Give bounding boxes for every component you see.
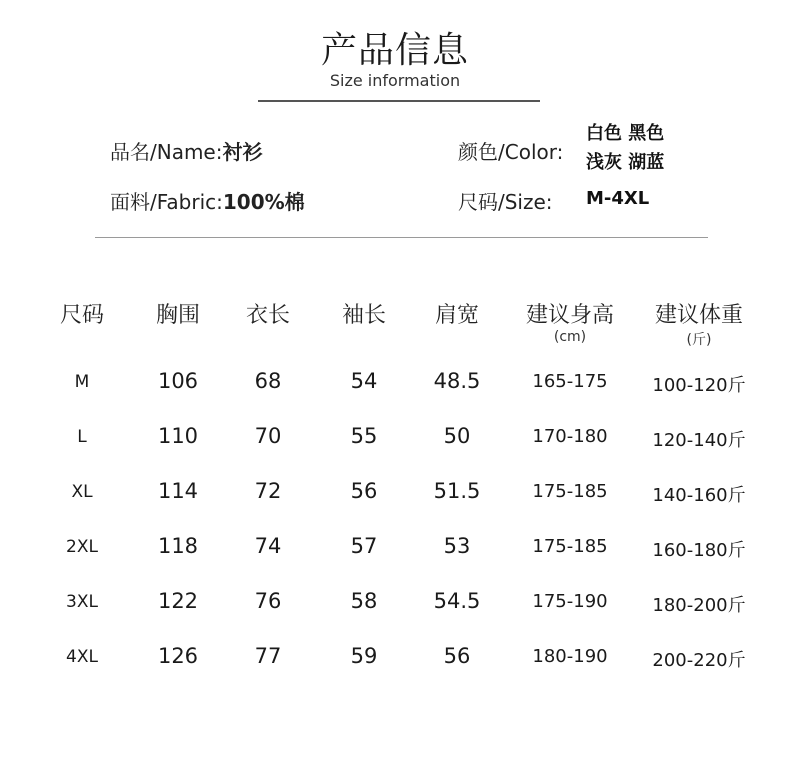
size-range-value: M-4XL [586,188,650,209]
cell-length: 77 [254,644,282,668]
cell-weight: 100-120斤 [652,375,746,396]
cell-height: 170-180 [532,426,608,447]
cell-weight: 140-160斤 [652,485,746,506]
cell-sleeve: 55 [350,424,378,448]
color-values-line2: 浅灰 湖蓝 [586,152,665,173]
cell-height: 165-175 [532,371,608,392]
cell-shoulder: 53 [443,534,471,558]
cell-shoulder: 48.5 [433,369,481,393]
cell-sleeve: 54 [350,369,378,393]
cell-chest: 122 [157,589,199,613]
cell-length: 74 [254,534,282,558]
page-subtitle: Size information [329,71,461,90]
cell-shoulder: 54.5 [433,589,481,613]
cell-length: 70 [254,424,282,448]
header-sleeve: 袖长 [341,303,387,328]
cell-chest: 106 [157,369,199,393]
unit-weight: (斤) [686,332,712,348]
cell-height: 175-190 [532,591,608,612]
cell-sleeve: 56 [350,479,378,503]
product-name-label: 品名/Name: [110,140,223,164]
size-range-label: 尺码/Size: [458,190,553,214]
color-label: 颜色/Color: [458,140,564,164]
cell-size: XL [71,482,93,502]
cell-height: 180-190 [532,646,608,667]
cell-sleeve: 59 [350,644,378,668]
cell-size: 2XL [66,537,98,557]
header-chest: 胸围 [155,303,201,328]
cell-height: 175-185 [532,481,608,502]
cell-chest: 110 [157,424,199,448]
header-height: 建议身高 [525,303,615,328]
cell-chest: 126 [157,644,199,668]
cell-sleeve: 57 [350,534,378,558]
page-title: 产品信息 [320,30,469,71]
cell-length: 72 [254,479,282,503]
unit-height: (cm) [553,329,587,345]
cell-weight: 160-180斤 [652,540,746,561]
cell-chest: 118 [157,534,199,558]
header-size: 尺码 [59,303,105,328]
color-values-line1: 白色 黑色 [586,123,665,144]
header-length: 衣长 [245,303,291,328]
cell-weight: 180-200斤 [652,595,746,616]
cell-length: 76 [254,589,282,613]
cell-sleeve: 58 [350,589,378,613]
cell-shoulder: 56 [443,644,471,668]
cell-size: 4XL [66,647,98,667]
cell-size: L [77,427,87,447]
cell-length: 68 [254,369,282,393]
header-weight: 建议体重 [654,303,744,328]
cell-height: 175-185 [532,536,608,557]
fabric-label: 面料/Fabric: [110,190,223,214]
cell-shoulder: 50 [443,424,471,448]
cell-weight: 120-140斤 [652,430,746,451]
product-name-value: 衬衫 [222,140,263,164]
header-shoulder: 肩宽 [434,303,480,328]
cell-chest: 114 [157,479,199,503]
cell-size: 3XL [66,592,98,612]
cell-shoulder: 51.5 [433,479,481,503]
cell-size: M [74,372,90,392]
cell-weight: 200-220斤 [652,650,746,671]
fabric-value: 100%棉 [222,190,305,214]
